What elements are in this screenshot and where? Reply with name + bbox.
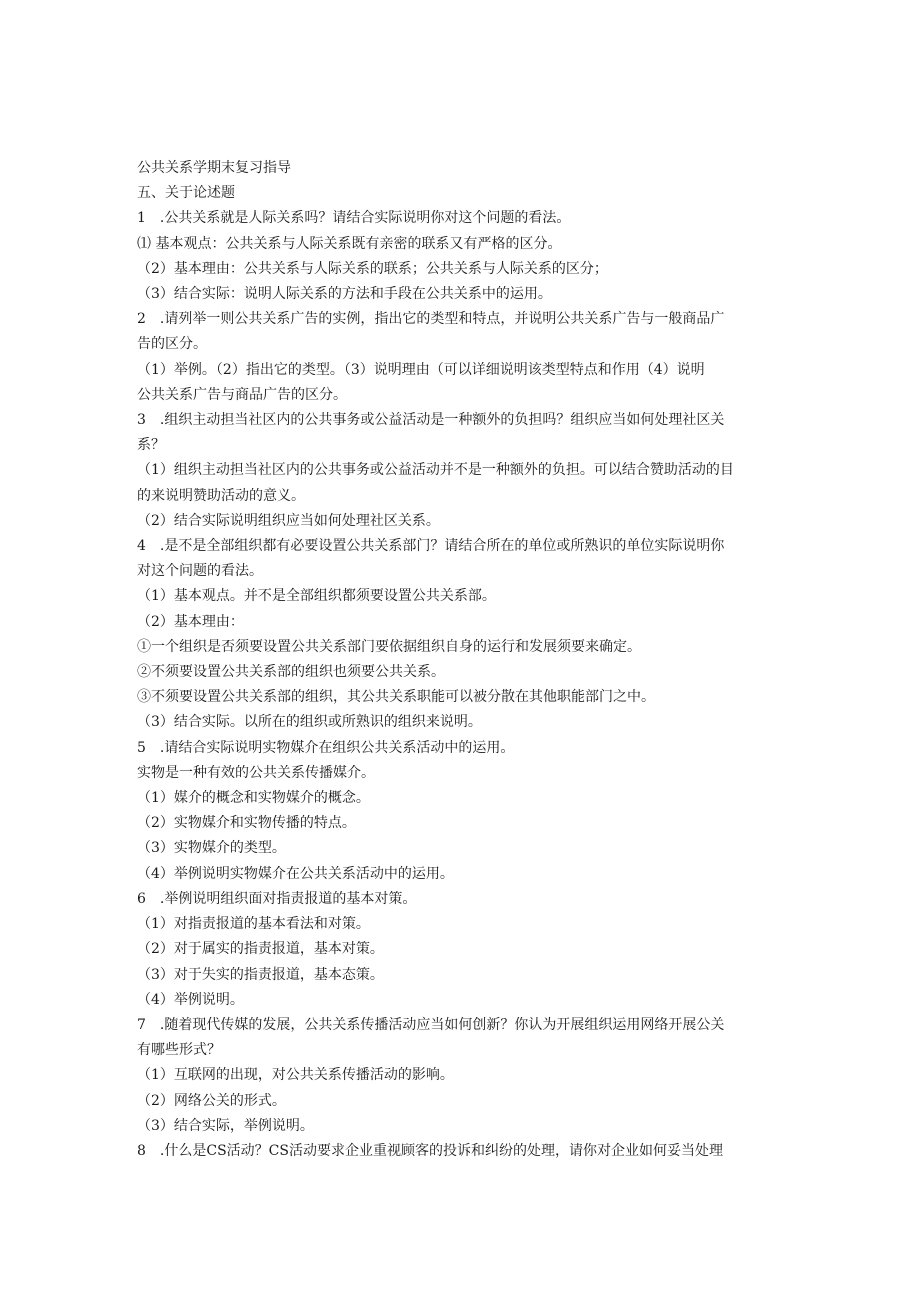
answer-line: （2）实物媒介和实物传播的特点。 bbox=[137, 815, 356, 832]
document-title: 公共关系学期末复习指导 bbox=[137, 160, 291, 176]
question-7: 7 .随着现代传媒的发展，公共关系传播活动应当如何创新？你认为开展组织运用网络开展公关 bbox=[137, 1016, 725, 1033]
document-body bbox=[137, 156, 797, 1164]
question-1: 1 .公共关系就是人际关系吗？请结合实际说明你对这个问题的看法。 bbox=[137, 210, 571, 227]
answer-line: （1）组织主动担当社区内的公共事务或公益活动并不是一种额外的负担。可以结合赞助活动的目 bbox=[137, 462, 734, 479]
answer-line: （1）对指责报道的基本看法和对策。 bbox=[137, 916, 370, 933]
answer-line: （2）基本理由： bbox=[137, 613, 244, 630]
answer-line: （2）对于属实的指责报道，基本对策。 bbox=[137, 941, 384, 958]
question-5: 5 .请结合实际说明实物媒介在组织公共关系活动中的运用。 bbox=[137, 739, 515, 756]
answer-line: （3）对于失实的指责报道，基本态策。 bbox=[137, 966, 384, 983]
answer-line: ①一个组织是否须要设置公共关系部门要依据组织自身的运行和发展须要来确定。 bbox=[137, 638, 641, 655]
answer-line: （4）举例说明实物媒介在公共关系活动中的运用。 bbox=[137, 865, 454, 882]
answer-line: （1）媒介的概念和实物媒介的概念。 bbox=[137, 790, 370, 807]
answer-line: （4）举例说明。 bbox=[137, 991, 244, 1008]
question-3-cont: 系？ bbox=[137, 437, 165, 454]
answer-line: （2）网络公关的形式。 bbox=[137, 1092, 286, 1109]
question-4: 4 .是不是全部组织都有必要设置公共关系部门？请结合所在的单位或所熟识的单位实际说明你 bbox=[137, 538, 725, 555]
question-2: 2 .请列举一则公共关系广告的实例，指出它的类型和特点，并说明公共关系广告与一般商品广 bbox=[137, 311, 725, 328]
answer-line: （1）互联网的出现，对公共关系传播活动的影响。 bbox=[137, 1067, 454, 1084]
answer-line: （1）基本观点。并不是全部组织都须要设置公共关系部。 bbox=[137, 588, 496, 605]
answer-line: 实物是一种有效的公共关系传播媒介。 bbox=[137, 764, 375, 781]
answer-line: ⑴ 基本观点：公共关系与人际关系既有亲密的联系又有严格的区分。 bbox=[137, 235, 562, 252]
question-7-cont: 有哪些形式？ bbox=[137, 1042, 221, 1059]
question-4-cont: 对这个问题的看法。 bbox=[137, 563, 263, 580]
answer-line: ③不须要设置公共关系部的组织，其公共关系职能可以被分散在其他职能部门之中。 bbox=[137, 689, 655, 706]
answer-line: 的来说明赞助活动的意义。 bbox=[137, 487, 305, 504]
answer-line: （3）结合实际。以所在的组织或所熟识的组织来说明。 bbox=[137, 714, 482, 731]
answer-line: （1）举例。（2）指出它的类型。（3）说明理由（可以详细说明该类型特点和作用（4）说明 bbox=[137, 361, 705, 378]
question-6: 6 .举例说明组织面对指责报道的基本对策。 bbox=[137, 890, 417, 907]
answer-line: （2）基本理由：公共关系与人际关系的联系；公共关系与人际关系的区分； bbox=[137, 260, 608, 277]
question-8: 8 .什么是CS活动？CS活动要求企业重视顾客的投诉和纠纷的处理，请你对企业如何妥当处理 bbox=[137, 1142, 723, 1159]
question-3: 3 .组织主动担当社区内的公共事务或公益活动是一种额外的负担吗？组织应当如何处理社区关 bbox=[137, 412, 725, 429]
answer-line: ②不须要设置公共关系部的组织也须要公共关系。 bbox=[137, 664, 445, 681]
answer-line: （2）结合实际说明组织应当如何处理社区关系。 bbox=[137, 512, 440, 529]
question-2-cont: 告的区分。 bbox=[137, 336, 207, 353]
answer-line: （3）实物媒介的类型。 bbox=[137, 840, 286, 857]
answer-line: 公共关系广告与商品广告的区分。 bbox=[137, 386, 347, 403]
answer-line: （3）结合实际：说明人际关系的方法和手段在公共关系中的运用。 bbox=[137, 286, 552, 303]
section-heading: 五、关于论述题 bbox=[137, 185, 235, 202]
answer-line: （3）结合实际，举例说明。 bbox=[137, 1117, 314, 1134]
